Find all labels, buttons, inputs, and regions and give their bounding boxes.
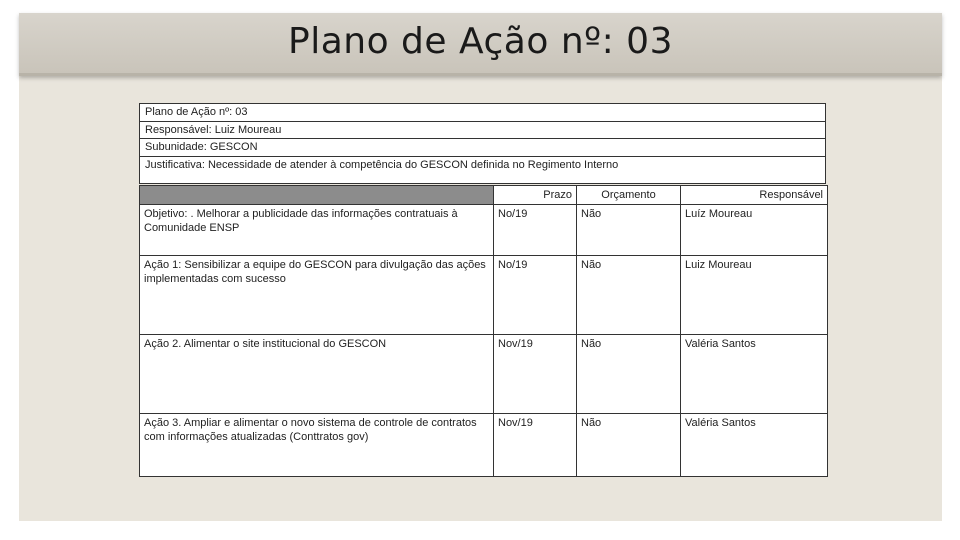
cell-orcamento: Não	[577, 414, 681, 477]
column-header-responsavel: Responsável	[681, 186, 828, 205]
header-justification: Justificativa: Necessidade de atender à competência do GESCON definida no Regimento Interno	[145, 158, 619, 171]
header-plan-number: Plano de Ação nº: 03	[140, 104, 825, 122]
title-bar	[19, 13, 942, 76]
slide-title: Plano de Ação nº: 03	[288, 21, 673, 62]
cell-descricao: Ação 1: Sensibilizar a equipe do GESCON para divulgação das ações implementadas com sucesso	[140, 256, 494, 335]
table-row	[140, 335, 828, 414]
cell-prazo: No/19	[494, 205, 577, 256]
cell-orcamento: Não	[577, 205, 681, 256]
table-row	[140, 205, 828, 256]
cell-responsavel: Luiz Moureau	[681, 256, 828, 335]
cell-prazo: Nov/19	[494, 414, 577, 477]
plan-header-box	[139, 103, 826, 184]
cell-responsavel: Valéria Santos	[681, 414, 828, 477]
cell-orcamento: Não	[577, 256, 681, 335]
action-plan-table	[139, 185, 828, 477]
cell-descricao: Objetivo: . Melhorar a publicidade das informações contratuais à Comunidade ENSP	[140, 205, 494, 256]
header-subunit: Subunidade: GESCON	[140, 139, 825, 157]
cell-responsavel: Luíz Moureau	[681, 205, 828, 256]
cell-responsavel: Valéria Santos	[681, 335, 828, 414]
cell-prazo: No/19	[494, 256, 577, 335]
column-header-prazo: Prazo	[494, 186, 577, 205]
table-header-row	[140, 186, 828, 205]
column-header-orcamento: Orçamento	[577, 186, 681, 205]
header-responsible: Responsável: Luiz Moureau	[140, 122, 825, 140]
table-row	[140, 414, 828, 477]
cell-descricao: Ação 2. Alimentar o site institucional do GESCON	[140, 335, 494, 414]
cell-descricao: Ação 3. Ampliar e alimentar o novo sistema de controle de contratos com informações atualizadas (Conttratos gov)	[140, 414, 494, 477]
table-row	[140, 256, 828, 335]
cell-prazo: Nov/19	[494, 335, 577, 414]
header-blank-cell	[140, 186, 494, 205]
cell-orcamento: Não	[577, 335, 681, 414]
